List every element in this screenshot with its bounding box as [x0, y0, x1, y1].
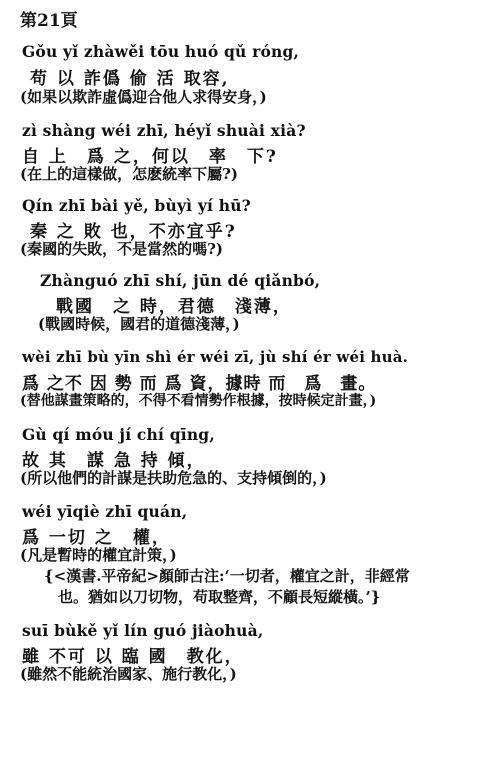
block-3-translation: (秦國的失敗，不是當然的嗎?) — [20, 240, 223, 258]
block-4-chinese: 戰國 之 時，君德 淺薄， — [56, 297, 292, 317]
block-5-chinese: 爲 之不 因 勢 而 爲 資，據時 而 爲 畫。 — [22, 374, 377, 394]
page-title: 第21頁 — [20, 11, 78, 31]
block-6-translation: (所以他們的計謀是扶助危急的、支持傾倒的，) — [20, 469, 327, 487]
block-1-chinese: 苟 以 詐僞 偷 活 取容, — [30, 69, 230, 89]
block-4-translation: (戰國時候，國君的道德淺薄，) — [38, 315, 240, 333]
block-5-pinyin: wèi zhī bù yīn shì ér wéi zī, jù shí ér wéi huà. — [22, 348, 409, 366]
annotation-line-1: {<漢書.平帝紀>顏師古注:‘一切者，權宜之計，非經常 — [44, 567, 410, 585]
final-chinese: 雖 不可 以 臨 國 教化， — [22, 647, 244, 667]
block-2-pinyin: zì shàng wéi zhī, héyǐ shuài xià? — [22, 121, 306, 140]
block-2-chinese: 自 上 爲 之，何以 率 下? — [22, 147, 278, 167]
block-6-pinyin: Gù qí móu jí chí qīng, — [22, 425, 215, 444]
block-2-translation: (在上的這樣做，怎麽統率下屬?) — [20, 165, 238, 183]
block-7-pinyin: wéi yīqiè zhī quán, — [22, 502, 188, 521]
block-3-chinese: 秦 之 敗 也，不亦宜乎? — [30, 222, 237, 242]
block-7-translation: (凡是暫時的權宜計策，) — [20, 546, 177, 564]
block-1-translation: (如果以欺詐虛僞迎合他人求得安身，) — [20, 88, 267, 106]
final-pinyin: suī bùkě yǐ lín guó jiàohuà, — [22, 621, 264, 640]
annotation-line-2: 也。猶如以刀切物，苟取整齊，不顧長短縱橫。’} — [58, 588, 381, 606]
block-4-pinyin: Zhànguó zhī shí, jūn dé qiǎnbó, — [40, 271, 321, 290]
block-6-chinese: 故 其 謀 急 持 傾， — [22, 451, 206, 471]
block-1-pinyin: Gǒu yǐ zhàwěi tōu huó qǔ róng, — [22, 42, 300, 61]
block-7-chinese: 爲 一切 之 權， — [22, 528, 171, 548]
final-translation: (雖然不能統治國家、施行教化，) — [20, 665, 237, 683]
block-3-pinyin: Qín zhī bài yě, bùyì yí hū? — [22, 196, 251, 215]
block-5-translation: (替他謀畫策略的，不得不看情勢作根據，按時候定計畫，) — [20, 393, 377, 409]
